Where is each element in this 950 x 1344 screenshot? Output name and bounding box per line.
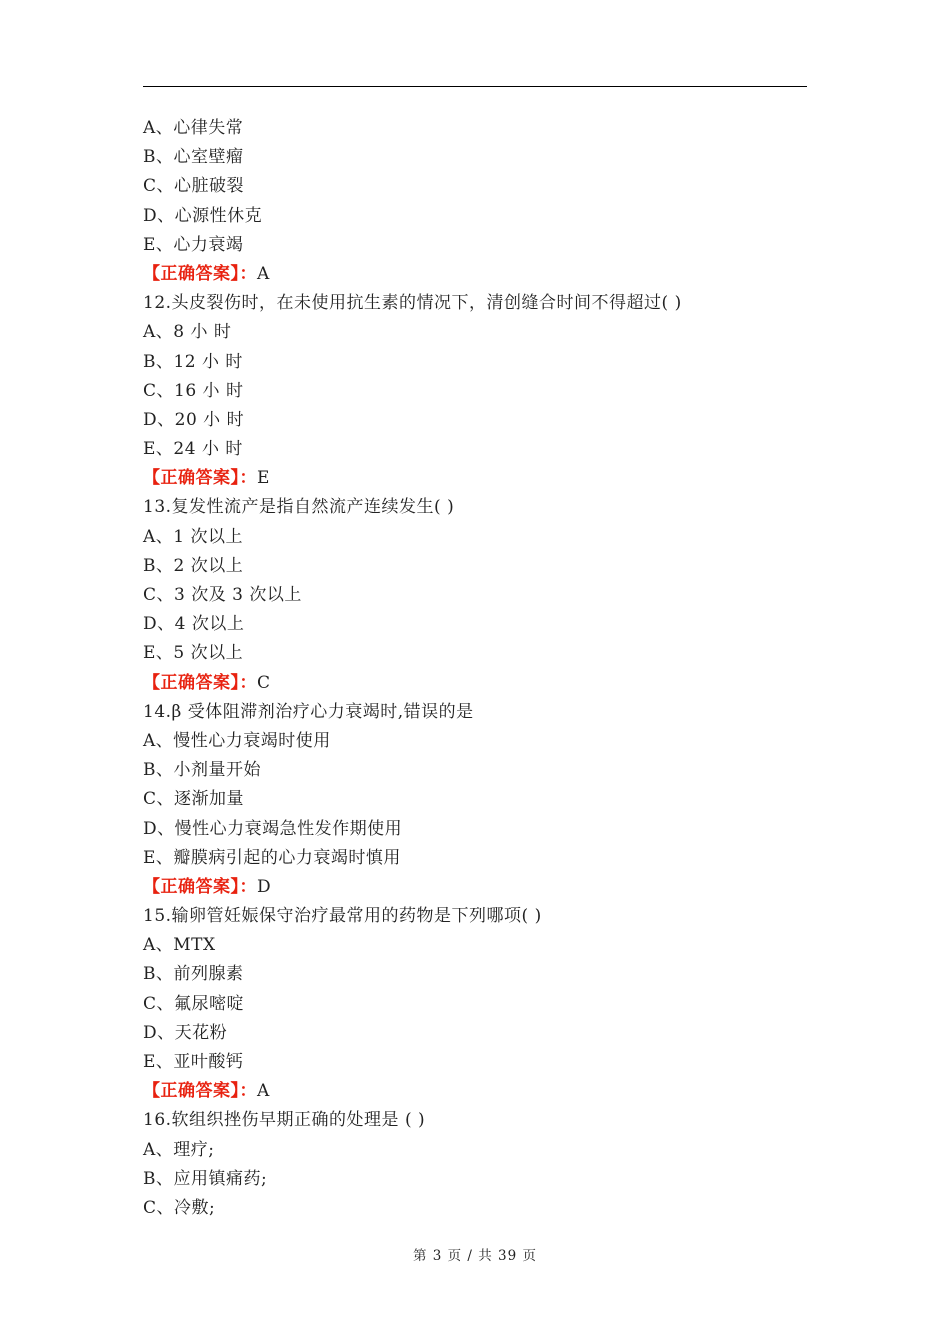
answer-value: D bbox=[257, 876, 272, 897]
q14-option-c: C、逐渐加量 bbox=[143, 789, 245, 810]
q13-option-c: C、3 次及 3 次以上 bbox=[143, 585, 302, 605]
q15-question: 15.输卵管妊娠保守治疗最常用的药物是下列哪项( ) bbox=[143, 906, 542, 927]
answer-value: C bbox=[257, 672, 271, 693]
q15-option-d: D、天花粉 bbox=[143, 1022, 228, 1043]
q12-question: 12.头皮裂伤时，在未使用抗生素的情况下，清创缝合时间不得超过( ) bbox=[143, 293, 682, 314]
q11-option-a: A、心律失常 bbox=[143, 118, 244, 138]
q14-option-d: D、慢性心力衰竭急性发作期使用 bbox=[143, 818, 403, 839]
q16-option-a: A、理疗; bbox=[143, 1139, 215, 1160]
q15-option-a: A、MTX bbox=[143, 935, 216, 956]
q14-option-b: B、小剂量开始 bbox=[143, 760, 261, 781]
q12-option-b: B、12 小 时 bbox=[143, 351, 243, 372]
q12-option-c: C、16 小 时 bbox=[143, 380, 244, 401]
q13-answer bbox=[143, 669, 807, 698]
answer-label: 【正确答案】： bbox=[143, 468, 257, 489]
answer-label: 【正确答案】： bbox=[143, 263, 257, 284]
q11-option-d: D、心源性休克 bbox=[143, 205, 263, 226]
q14-option-e: E、瓣膜病引起的心力衰竭时慎用 bbox=[143, 847, 401, 868]
q11-option-c: C、心脏破裂 bbox=[143, 176, 245, 197]
q14-option-a: A、慢性心力衰竭时使用 bbox=[143, 730, 331, 751]
q15-option-e: E、亚叶酸钙 bbox=[143, 1052, 244, 1072]
q15-option-b: B、前列腺素 bbox=[143, 964, 244, 985]
q12-option-d: D、20 小 时 bbox=[143, 409, 245, 430]
answer-value: A bbox=[257, 1081, 270, 1102]
q11-option-e: E、心力衰竭 bbox=[143, 234, 244, 255]
q16-option-b: B、应用镇痛药; bbox=[143, 1168, 268, 1189]
q13-option-e: E、5 次以上 bbox=[143, 643, 244, 664]
q15-answer bbox=[143, 1077, 807, 1106]
q16-question: 16.软组织挫伤早期正确的处理是 ( ) bbox=[143, 1110, 426, 1131]
answer-value: A bbox=[257, 263, 270, 284]
page-content bbox=[143, 114, 807, 1223]
answer-label: 【正确答案】： bbox=[143, 1081, 257, 1102]
q15-option-c: C、氟尿嘧啶 bbox=[143, 993, 245, 1014]
answer-label: 【正确答案】： bbox=[143, 672, 257, 693]
q16-option-c: C、冷敷; bbox=[143, 1197, 216, 1218]
q13-option-a: A、1 次以上 bbox=[143, 526, 243, 547]
q12-option-a: A、8 小 时 bbox=[143, 322, 232, 343]
q13-option-b: B、2 次以上 bbox=[143, 555, 244, 576]
header-rule bbox=[143, 86, 807, 87]
page-number-footer: 第 3 页 / 共 39 页 bbox=[412, 1248, 538, 1264]
answer-label: 【正确答案】： bbox=[143, 876, 257, 897]
answer-value: E bbox=[257, 468, 270, 489]
q14-question: 14.β 受体阻滞剂治疗心力衰竭时,错误的是 bbox=[143, 701, 474, 722]
q12-answer bbox=[143, 464, 807, 493]
q11-option-b: B、心室壁瘤 bbox=[143, 147, 244, 168]
q14-answer bbox=[143, 873, 807, 902]
q11-answer bbox=[143, 260, 807, 289]
q12-option-e: E、24 小 时 bbox=[143, 439, 243, 460]
q13-option-d: D、4 次以上 bbox=[143, 614, 245, 635]
q13-question: 13.复发性流产是指自然流产连续发生( ) bbox=[143, 497, 455, 518]
